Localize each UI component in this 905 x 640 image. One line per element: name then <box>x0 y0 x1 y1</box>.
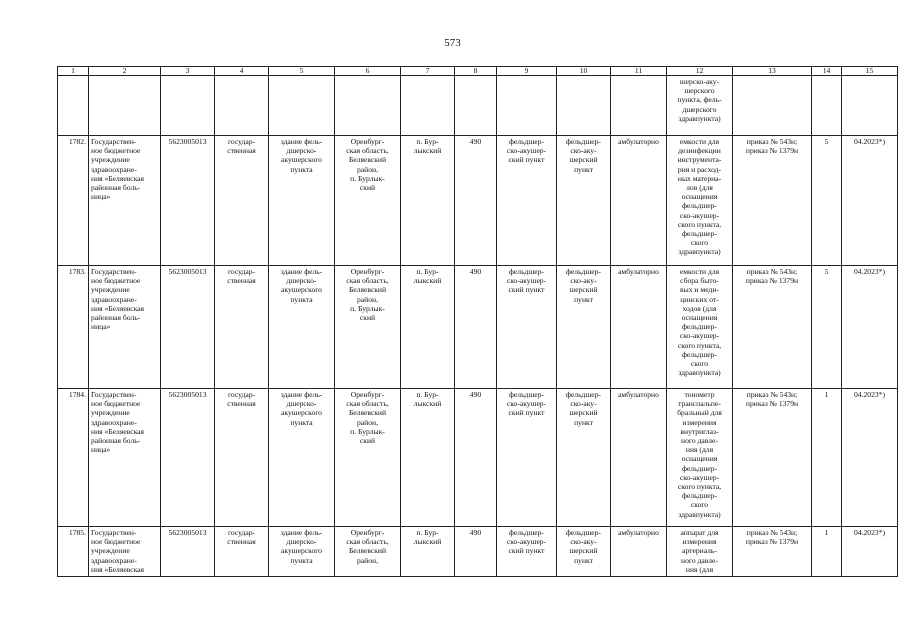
organization-cell <box>89 136 161 266</box>
cell-line: п. Бур- <box>416 137 439 146</box>
cell-line: фельдшер- <box>566 390 601 399</box>
cell-line: лыкский <box>413 399 442 409</box>
cell-line: фельдшер- <box>566 267 601 276</box>
cell-line: ния «Беляевская <box>91 426 145 436</box>
cell-line: ский <box>359 313 376 323</box>
care-form-cell: амбулаторно <box>611 266 667 389</box>
organization-cell <box>89 527 161 577</box>
table-row <box>58 389 898 527</box>
column-number-2: 2 <box>89 67 161 76</box>
cell-line: фельдшер- <box>509 267 544 276</box>
cell-line: приказ № 543н; <box>746 137 798 146</box>
order-cell <box>733 266 812 389</box>
cell-line: район, <box>357 555 378 565</box>
column-number-1: 1 <box>58 67 89 76</box>
column-number-7: 7 <box>401 67 455 76</box>
cell-line: дезинфекции <box>678 146 721 156</box>
cell-line: ного давле- <box>681 555 718 565</box>
care-form-cell: амбулаторно <box>611 136 667 266</box>
cell-line: емкости для <box>679 137 720 146</box>
cell-line: ского <box>690 359 709 369</box>
date-cell: 04.2023*) <box>842 527 898 577</box>
cell-line: ница» <box>91 192 111 202</box>
cell-line: здравоохране- <box>91 164 137 174</box>
cell-line: сбора быто- <box>680 276 719 286</box>
cell-line: дшерского <box>682 104 717 114</box>
settlement-cell <box>401 389 455 527</box>
code-cell: 490 <box>455 266 497 389</box>
row-number-cell: 1784. <box>58 389 89 527</box>
cell-line: дшерско- <box>286 399 317 409</box>
quantity-cell: 5 <box>812 136 842 266</box>
row-number-cell: 1782. <box>58 136 89 266</box>
cell-line: пункта <box>290 164 313 174</box>
unit-type-cell <box>497 527 557 577</box>
registry-table <box>57 66 898 577</box>
row-number-cell: 1785. <box>58 527 89 577</box>
cell-line: шерского <box>684 86 715 96</box>
cell-line: ского <box>690 500 709 510</box>
cell-line: транспальпе- <box>678 399 721 409</box>
settlement-cell <box>401 527 455 577</box>
cell-line: ского пункта, <box>677 219 722 229</box>
cell-line: учреждение <box>91 285 130 295</box>
column-number-5: 5 <box>269 67 335 76</box>
cell-line: районная боль- <box>91 436 141 446</box>
column-number-4: 4 <box>215 67 269 76</box>
cell-line: пункт <box>574 294 593 304</box>
table-row <box>58 527 898 577</box>
cell-line: ский <box>359 436 376 446</box>
cell-line: ного давле- <box>681 436 718 446</box>
cell-line: ского пункта, <box>677 482 722 492</box>
cell-line: лыкский <box>413 537 442 547</box>
column-number-6: 6 <box>335 67 401 76</box>
cell-line: пункта <box>290 555 313 565</box>
cell-line: фельдшер- <box>509 390 544 399</box>
cell-line: внутриглаз- <box>680 426 719 436</box>
cell-line: ский пункт <box>508 285 545 295</box>
cell-line: ская область, <box>346 146 389 156</box>
cell-line: ская область, <box>346 276 389 286</box>
cell-line: учреждение <box>91 408 130 418</box>
cell-line: шерско-аку- <box>679 77 720 86</box>
cell-line: ственная <box>227 399 256 409</box>
cell-line: ского <box>690 238 709 248</box>
quantity-cell: 1 <box>812 389 842 527</box>
cell-line: измерения <box>682 537 717 547</box>
cell-line: ница» <box>91 445 111 455</box>
settlement-cell <box>401 136 455 266</box>
cell-line: акушерского <box>281 546 322 556</box>
order-cell <box>733 136 812 266</box>
cell-line: здравоохране- <box>91 294 137 304</box>
cell-line: оснащения <box>681 454 718 464</box>
cell-line: цинских от- <box>680 294 719 304</box>
column-number-14: 14 <box>812 67 842 76</box>
cell-line: дшерско- <box>286 276 317 286</box>
cell-line: ско-акушер- <box>679 472 720 482</box>
cell-line: ное бюджетное <box>91 537 141 547</box>
cell-line: государ- <box>227 528 256 537</box>
carry-over-item-cell <box>667 76 733 136</box>
cell-line: приказ № 1379н <box>745 146 799 156</box>
cell-line: измерения <box>682 417 717 427</box>
cell-line: ния (для <box>685 564 714 574</box>
cell-line: ский пункт <box>508 155 545 165</box>
cell-line: Государствен- <box>91 267 137 276</box>
column-number-9: 9 <box>497 67 557 76</box>
care-form-cell: амбулаторно <box>611 389 667 527</box>
cell-line: приказ № 1379н <box>745 537 799 547</box>
cell-line: лыкский <box>413 146 442 156</box>
equipment-item-cell <box>667 527 733 577</box>
cell-line: ное бюджетное <box>91 276 141 286</box>
cell-line: ния «Беляевская <box>91 564 145 574</box>
cell-line: государ- <box>227 390 256 399</box>
cell-line: здравпункта) <box>678 368 721 378</box>
date-cell: 04.2023*) <box>842 389 898 527</box>
cell-line: здание фель- <box>280 528 323 537</box>
column-number-10: 10 <box>557 67 611 76</box>
cell-line: ственная <box>227 537 256 547</box>
cell-line: шерский <box>569 408 598 418</box>
cell-line: учреждение <box>91 155 130 165</box>
cell-line: ский пункт <box>508 546 545 556</box>
unit-subtype-cell <box>557 136 611 266</box>
cell-line: фельдшер- <box>682 349 717 359</box>
unit-subtype-cell <box>557 527 611 577</box>
cell-line: фельдшер- <box>509 137 544 146</box>
date-cell: 04.2023*) <box>842 266 898 389</box>
settlement-cell <box>401 266 455 389</box>
cell-line: район, <box>357 294 378 304</box>
cell-line: артериаль- <box>682 546 717 556</box>
cell-line: рия и расход- <box>677 164 722 174</box>
column-number-12: 12 <box>667 67 733 76</box>
cell-line: ская область, <box>346 399 389 409</box>
cell-line: Государствен- <box>91 137 137 146</box>
cell-line: здравоохране- <box>91 417 137 427</box>
cell-line: оснащения <box>681 192 718 202</box>
building-cell <box>269 527 335 577</box>
cell-line: Беляевский <box>348 285 387 295</box>
building-cell <box>269 136 335 266</box>
cell-line: здание фель- <box>280 267 323 276</box>
cell-line: пункт <box>574 164 593 174</box>
cell-line: ский пункт <box>508 408 545 418</box>
cell-line: лов (для <box>686 183 713 193</box>
unit-subtype-cell <box>557 266 611 389</box>
cell-line: фельдшер- <box>682 463 717 473</box>
cell-line: пункта, фель- <box>677 95 722 105</box>
quantity-cell: 1 <box>812 527 842 577</box>
cell-line: пункт <box>574 417 593 427</box>
cell-line: ско-аку- <box>570 276 597 286</box>
building-cell <box>269 266 335 389</box>
unit-type-cell <box>497 266 557 389</box>
code-cell: 490 <box>455 136 497 266</box>
quantity-cell: 5 <box>812 266 842 389</box>
column-number-11: 11 <box>611 67 667 76</box>
address-cell <box>335 266 401 389</box>
cell-line: здание фель- <box>280 137 323 146</box>
cell-line: Беляевский <box>348 546 387 556</box>
cell-line: пункта <box>290 417 313 427</box>
cell-line: ско-аку- <box>570 537 597 547</box>
cell-line: ния «Беляевская <box>91 173 145 183</box>
equipment-item-cell <box>667 136 733 266</box>
cell-line: район, <box>357 417 378 427</box>
column-number-15: 15 <box>842 67 898 76</box>
organization-cell <box>89 266 161 389</box>
cell-line: п. Бурлык- <box>350 173 385 183</box>
unit-type-cell <box>497 136 557 266</box>
cell-line: ния «Беляевская <box>91 303 145 313</box>
cell-line: здание фель- <box>280 390 323 399</box>
cell-line: государ- <box>227 137 256 146</box>
inn-cell: 5623005013 <box>161 389 215 527</box>
cell-line: фельдшер- <box>682 229 717 239</box>
cell-line: п. Бурлык- <box>350 303 385 313</box>
cell-line: ская область, <box>346 537 389 547</box>
cell-line: п. Бур- <box>416 267 439 276</box>
column-number-row <box>58 67 898 76</box>
table-row <box>58 136 898 266</box>
cell-line: учреждение <box>91 546 130 556</box>
cell-line: ско-акушер- <box>506 146 547 156</box>
cell-line: ский <box>359 183 376 193</box>
cell-line: п. Бурлык- <box>350 426 385 436</box>
cell-line: районная боль- <box>91 313 141 323</box>
cell-line: ско-акушер- <box>506 537 547 547</box>
cell-line: ственная <box>227 276 256 286</box>
cell-line: ско-аку- <box>570 399 597 409</box>
inn-cell: 5623005013 <box>161 136 215 266</box>
cell-line: Оренбург- <box>350 528 385 537</box>
cell-line: ско-акушер- <box>679 210 720 220</box>
cell-line: шерский <box>569 546 598 556</box>
cell-line: оснащения <box>681 313 718 323</box>
equipment-item-cell <box>667 389 733 527</box>
cell-line: акушерского <box>281 408 322 418</box>
code-cell: 490 <box>455 527 497 577</box>
cell-line: акушерского <box>281 155 322 165</box>
cell-line: тонометр <box>684 390 715 399</box>
cell-line: емкости для <box>679 267 720 276</box>
cell-line: дшерско- <box>286 146 317 156</box>
cell-line: Оренбург- <box>350 390 385 399</box>
cell-line: шерский <box>569 155 598 165</box>
code-cell: 490 <box>455 389 497 527</box>
care-form-cell: амбулаторно <box>611 527 667 577</box>
address-cell <box>335 136 401 266</box>
cell-line: ходов (для <box>682 303 717 313</box>
cell-line: ных материа- <box>677 173 722 183</box>
cell-line: лыкский <box>413 276 442 286</box>
unit-type-cell <box>497 389 557 527</box>
cell-line: здравпункта) <box>678 509 721 519</box>
inn-cell: 5623005013 <box>161 527 215 577</box>
cell-line: фельдшер- <box>682 201 717 211</box>
cell-line: ное бюджетное <box>91 146 141 156</box>
cell-line: здравпункта) <box>678 247 721 257</box>
cell-line: Государствен- <box>91 528 137 537</box>
cell-line: приказ № 1379н <box>745 399 799 409</box>
cell-line: ско-аку- <box>570 146 597 156</box>
page-number: 573 <box>444 37 461 49</box>
cell-line: п. Бур- <box>416 390 439 399</box>
cell-line: Государствен- <box>91 390 137 399</box>
cell-line: ско-акушер- <box>506 399 547 409</box>
cell-line: приказ № 543н; <box>746 267 798 276</box>
cell-line: дшерско- <box>286 537 317 547</box>
cell-line: приказ № 543н; <box>746 528 798 537</box>
cell-line: Оренбург- <box>350 137 385 146</box>
order-cell <box>733 527 812 577</box>
row-number-cell: 1783. <box>58 266 89 389</box>
address-cell <box>335 389 401 527</box>
cell-line: ния (для <box>685 445 714 455</box>
cell-line: фельдшер- <box>682 322 717 332</box>
cell-line: пункта <box>290 294 313 304</box>
cell-line: бральный для <box>677 408 722 418</box>
cell-line: здравоохране- <box>91 555 137 565</box>
cell-line: район, <box>357 164 378 174</box>
ownership-form-cell <box>215 527 269 577</box>
cell-line: фельдшер- <box>682 491 717 501</box>
cell-line: Беляевский <box>348 155 387 165</box>
cell-line: инструмента- <box>677 155 722 165</box>
cell-line: районная боль- <box>91 183 141 193</box>
table-row <box>58 266 898 389</box>
cell-line: шерский <box>569 285 598 295</box>
ownership-form-cell <box>215 266 269 389</box>
cell-line: фельдшер- <box>566 528 601 537</box>
organization-cell <box>89 389 161 527</box>
address-cell <box>335 527 401 577</box>
column-number-13: 13 <box>733 67 812 76</box>
cell-line: ского пункта, <box>677 340 722 350</box>
date-cell: 04.2023*) <box>842 136 898 266</box>
cell-line: ско-акушер- <box>679 331 720 341</box>
ownership-form-cell <box>215 389 269 527</box>
cell-line: Оренбург- <box>350 267 385 276</box>
column-number-3: 3 <box>161 67 215 76</box>
cell-line: п. Бур- <box>416 528 439 537</box>
cell-line: ное бюджетное <box>91 399 141 409</box>
cell-line: вых и меди- <box>680 285 719 295</box>
ownership-form-cell <box>215 136 269 266</box>
cell-line: здравпункта) <box>678 113 721 123</box>
equipment-item-cell <box>667 266 733 389</box>
inn-cell: 5623005013 <box>161 266 215 389</box>
cell-line: приказ № 1379н <box>745 276 799 286</box>
cell-line: государ- <box>227 267 256 276</box>
cell-line: пункт <box>574 555 593 565</box>
cell-line: Беляевский <box>348 408 387 418</box>
building-cell <box>269 389 335 527</box>
cell-line: ница» <box>91 322 111 332</box>
column-number-8: 8 <box>455 67 497 76</box>
cell-line: акушерского <box>281 285 322 295</box>
cell-line: фельдшер- <box>566 137 601 146</box>
unit-subtype-cell <box>557 389 611 527</box>
cell-line: приказ № 543н; <box>746 390 798 399</box>
order-cell <box>733 389 812 527</box>
cell-line: фельдшер- <box>509 528 544 537</box>
cell-line: ско-акушер- <box>506 276 547 286</box>
cell-line: ственная <box>227 146 256 156</box>
cell-line: аппарат для <box>680 528 719 537</box>
carry-over-row <box>58 76 898 136</box>
